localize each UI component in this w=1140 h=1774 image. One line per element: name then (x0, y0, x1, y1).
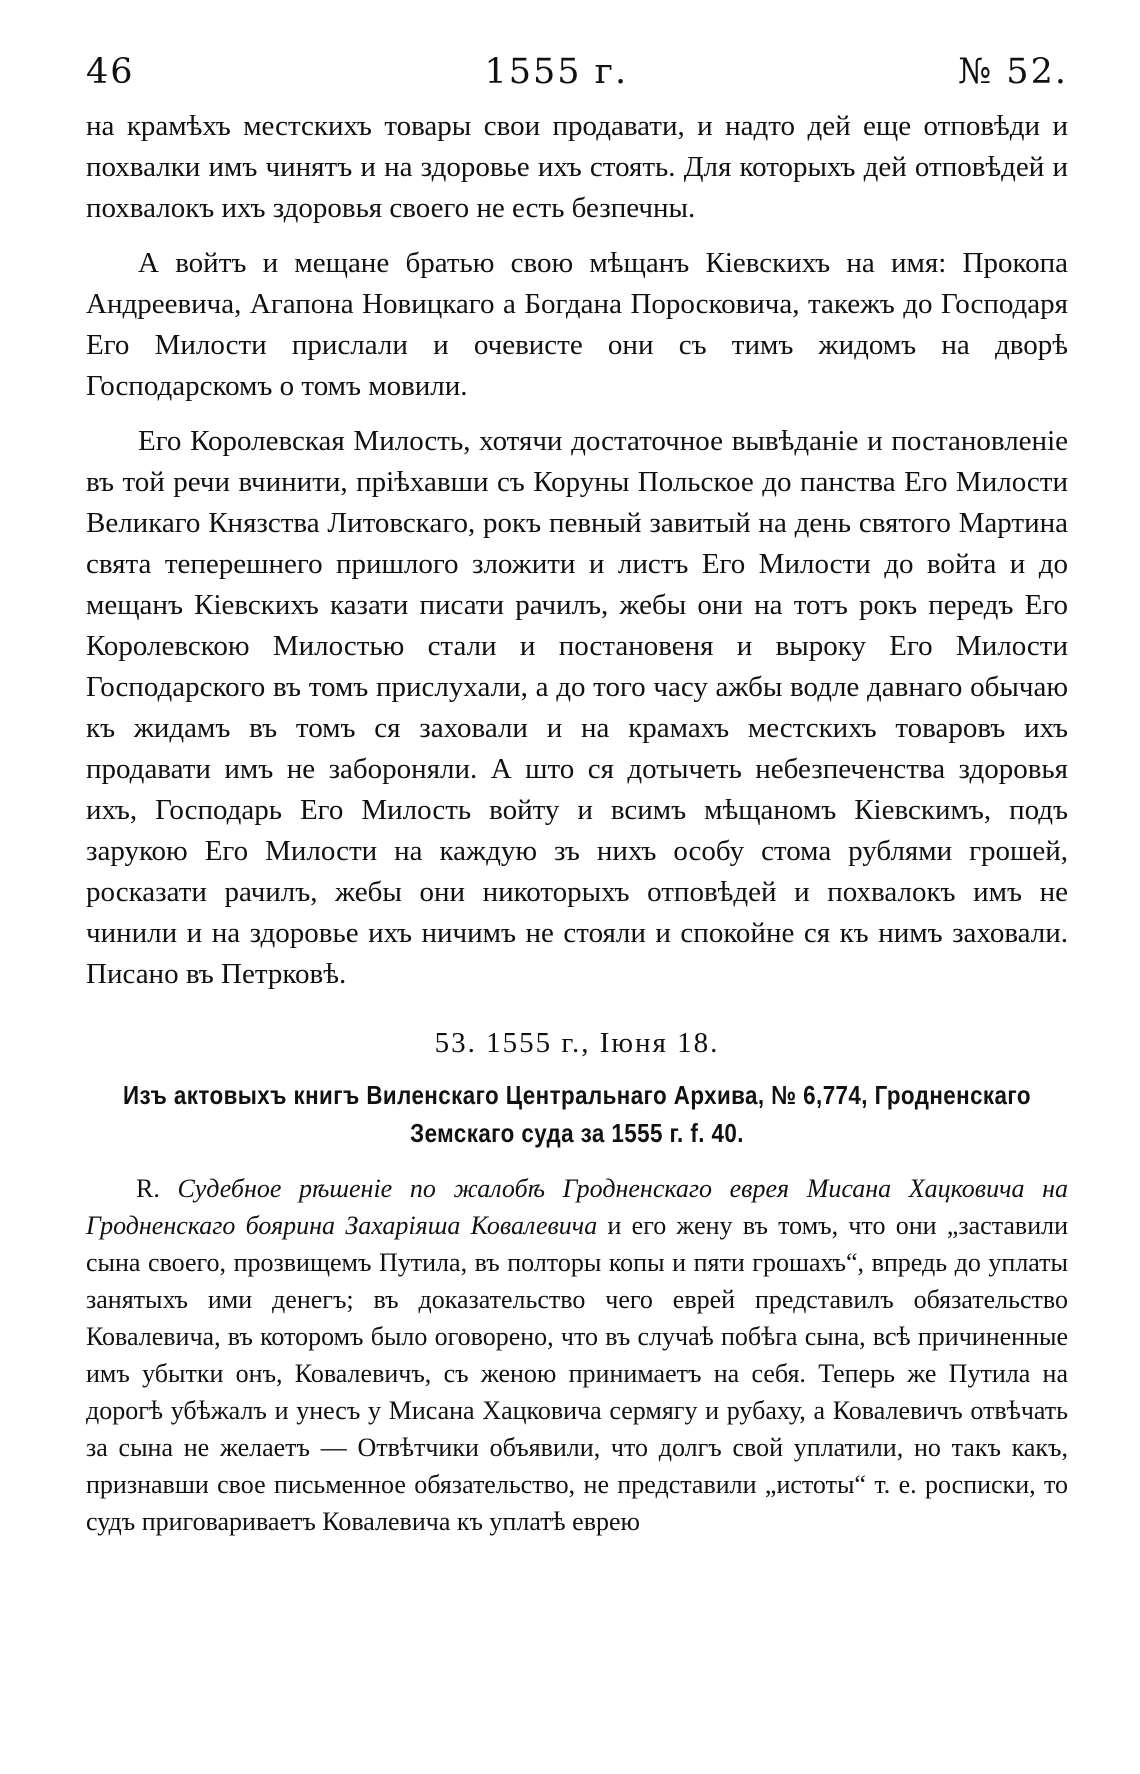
running-header (86, 52, 1068, 92)
header-year: 1555 г. (484, 52, 629, 92)
document-53-number: 53. 1555 г., Іюня 18. (434, 1027, 720, 1059)
summary-body: и его жену въ томъ, что они „заставили сына своего, прозвищемъ Путила, въ полторы копы и пяти грошахъ“, впредь до уплаты занятыхъ ими денегъ; въ доказательство чего еврей представилъ обязательство Ковалевича, въ которомъ было оговорено, что въ случаѣ побѣга сына, всѣ причиненные имъ убытки онъ, Ковалевичъ, съ женою принимаетъ на себя. Теперь же Путила на дорогѣ убѣжалъ и унесъ у Мисана Хацковича сермягу и рубаху, а Ковалевичъ отвѣчать за сына не желаетъ — Отвѣтчики объявили, что долгъ свой уплатили, но такъ какъ, признавши свое письменное обязательство, не представили „истоты“ т. е. росписки, то судъ приговариваетъ Ковалевича къ уплатѣ еврею (86, 1211, 1069, 1536)
paragraph-royal-decision: Его Королевская Милость, хотячи достаточное вывѣданіе и постановленіе въ той речи вчинити, пріѣхавши съ Коруны Польское до панства Его Милости Великаго Князства Литовскаго, рокъ певный завитый на день святого Мартина свята теперешнего пришлого зложити и листъ Его Милости до войта и до мещанъ Кіевскихъ казати писати рачилъ, жебы они на тотъ рокъ передъ Его Королевскою Милостью стали и постановеня и выроку Его Милости Господарского въ томъ прислухали, а до того часу ажбы водле давнаго обычаю къ жидамъ въ томъ ся заховали и на крамахъ местскихъ товаровъ ихъ продавати имъ не забороняли. А што ся дотычеть небезпеченства здоровья ихъ, Господарь Его Милость войту и всимъ мѣщаномъ Кіевскимъ, подъ зарукою Его Милости на каждую зъ нихъ особу стома рублями грошей, росказати рачилъ, жебы они никоторыхъ отповѣдей и похвалокъ имъ не чинили и на здоровье ихъ ничимъ не стояли и спокойне ся къ нимъ заховали. Писано въ Петрковѣ. (86, 425, 1068, 990)
document-53-summary (86, 1170, 1068, 1540)
paragraph-continuation: на крамѣхъ местскихъ товары свои продавати, и надто дей еще отповѣди и похвалки имъ чинятъ и на здоровье ихъ стоять. Для которыхъ дей отповѣдей и похвалокъ ихъ здоровья своего не есть безпечны. (86, 110, 1068, 224)
paragraph-delegation: А войтъ и мещане братью свою мѣщанъ Кіевскихъ на имя: Прокопа Андреевича, Агапона Новицкаго а Богдана Пoросковича, такежъ до Господаря Его Милости прислали и очевисте они съ тимъ жидомъ на дворѣ Господарскомъ о томъ мовили. (86, 247, 1068, 402)
document-52-text (86, 106, 1068, 995)
summary-marker: R. (136, 1174, 160, 1203)
header-document-number: № 52. (958, 52, 1068, 92)
page-number: 46 (86, 52, 135, 92)
document-53-source-heading: Изъ актовыхъ книгъ Виленскаго Центральнаго Архива, № 6,774, Гродненскаго Земскаго суда за 1555 г. f. 40. (123, 1080, 1031, 1148)
summary-italic-title: Судебное рѣшеніе по жалобѣ Гродненскаго еврея Мисана Хацковича на Гродненскаго боярина Захаріяша Ковалевича (86, 1174, 1068, 1240)
